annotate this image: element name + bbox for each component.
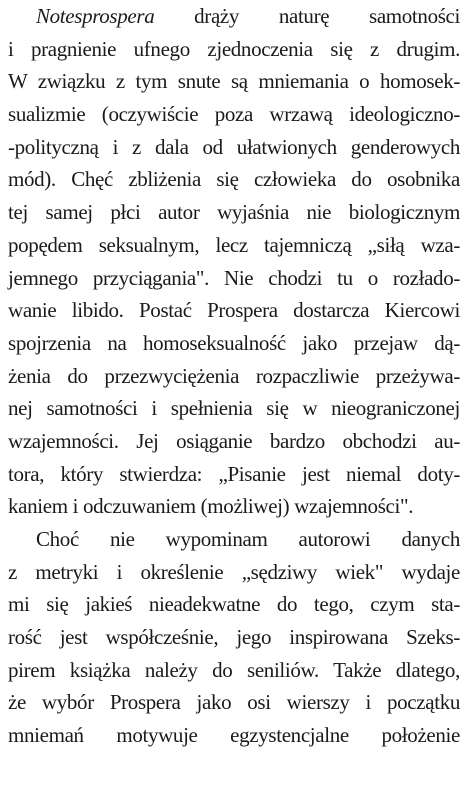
paragraph-line: nej samotności i spełnienia się w nieograniczonej	[8, 396, 460, 421]
paragraph-line: z metryki i określenie „sędziwy wiek" wydaje	[8, 559, 460, 584]
paragraph-line: mód). Chęć zbliżenia się człowieka do osobnika	[8, 167, 460, 192]
line-text: drąży naturę samotności	[154, 4, 460, 28]
book-title: Notesprospera	[36, 4, 155, 28]
paragraph-line: kaniem i odczuwaniem (możliwej) wzajemności".	[8, 494, 414, 519]
paragraph-line: sualizmie (oczywiście poza wrzawą ideologiczno-	[8, 102, 460, 127]
paragraph-line: że wybór Prospera jako osi wierszy i początku	[8, 690, 460, 715]
paragraph-line: wzajemności. Jej osiąganie bardzo obchodzi au-	[8, 428, 460, 453]
paragraph-line: -polityczną i z dala od ułatwionych genderowych	[8, 134, 460, 159]
paragraph-line: rość jest współcześnie, jego inspirowana Szeks-	[8, 625, 460, 650]
paragraph-line: W związku z tym snute są mniemania o homosek-	[8, 69, 460, 94]
paragraph-line	[8, 0, 460, 33]
paragraph-line: pirem książka należy do seniliów. Także dlatego,	[8, 657, 460, 682]
body-text	[8, 0, 460, 752]
paragraph-line: popędem seksualnym, lecz tajemniczą „siłą wza-	[8, 232, 460, 257]
paragraph-line: mi się jakieś nieadekwatne do tego, czym sta-	[8, 592, 460, 617]
paragraph-line: wanie libido. Postać Prospera dostarcza Kiercowi	[8, 298, 460, 323]
paragraph-line: żenia do przezwyciężenia rozpaczliwie przeżywa-	[8, 363, 460, 388]
paragraph-line: Choć nie wypominam autorowi danych	[36, 527, 460, 551]
paragraph-line: spojrzenia na homoseksualność jako przejaw dą-	[8, 330, 460, 355]
paragraph-line: tej samej płci autor wyjaśnia nie biologicznym	[8, 200, 460, 225]
paragraph-line: tora, który stwierdza: „Pisanie jest niemal doty-	[8, 461, 460, 486]
paragraph-line: jemnego przyciągania". Nie chodzi tu o rozłado-	[8, 265, 460, 290]
paragraph-line: mniemań motywuje egzystencjalne położenie	[8, 723, 460, 748]
paragraph-line: i pragnienie ufnego zjednoczenia się z drugim.	[8, 36, 460, 61]
